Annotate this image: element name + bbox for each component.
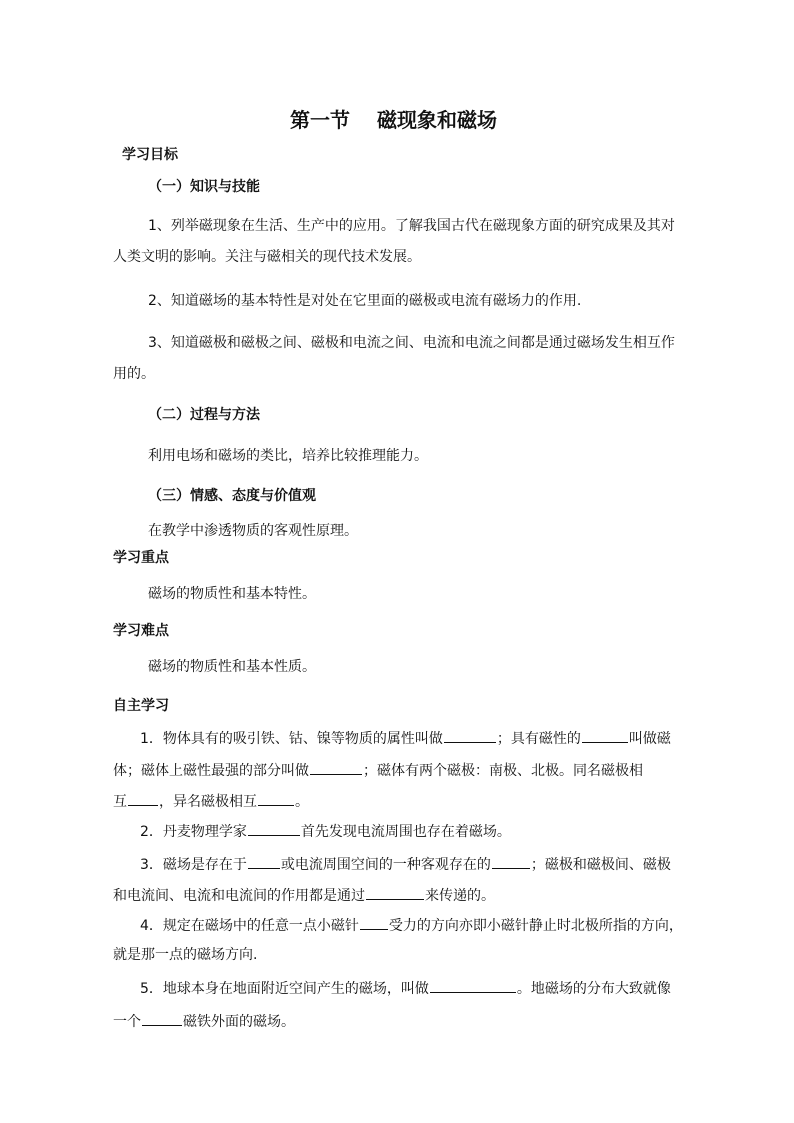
answer-blank[interactable]: [430, 979, 516, 993]
difficulties-heading: 学习难点: [113, 623, 169, 639]
question-text: 3．磁场是存在于: [140, 857, 247, 873]
question-text: 4．规定在磁场中的任意一点小磁针: [140, 918, 359, 934]
question-2: [140, 822, 511, 841]
attitude-text: 在教学中渗透物质的客观性原理。: [148, 523, 358, 539]
question-text: 1．物体具有的吸引铁、钴、镍等物质的属性叫做: [140, 731, 443, 747]
answer-blank[interactable]: [248, 822, 300, 836]
answer-blank[interactable]: [310, 761, 362, 775]
key-points-heading: 学习重点: [113, 550, 169, 566]
answer-blank[interactable]: [492, 855, 530, 869]
question-text: 5．地球本身在地面附近空间产生的磁场，叫做: [140, 981, 429, 997]
question-3-line-1: [140, 855, 671, 874]
objective-2: 2、知道磁场的基本特性是对处在它里面的磁极或电流有磁场力的作用.: [148, 293, 582, 309]
objective-3-line-2: 用的。: [113, 366, 155, 382]
knowledge-heading: （一）知识与技能: [148, 179, 260, 195]
question-text: ；磁体有两个磁极：南极、北极。同名磁极相: [363, 763, 643, 779]
answer-blank[interactable]: [258, 792, 294, 806]
difficulties-text: 磁场的物质性和基本性质。: [148, 659, 316, 675]
question-text: 磁铁外面的磁场。: [183, 1014, 295, 1030]
question-text: ，异名磁极相互: [159, 794, 257, 810]
question-text: 一个: [113, 1014, 141, 1030]
question-text: ；具有磁性的: [496, 731, 581, 747]
answer-blank[interactable]: [444, 729, 496, 743]
key-points-text: 磁场的物质性和基本特性。: [148, 586, 316, 602]
answer-blank[interactable]: [360, 916, 388, 930]
answer-blank[interactable]: [366, 886, 424, 900]
process-text: 利用电场和磁场的类比，培养比较推理能力。: [148, 448, 428, 464]
question-text: 和电流间、电流和电流间的作用都是通过: [113, 888, 365, 904]
question-1-line-1: [140, 729, 671, 748]
objective-1-line-2: 人类文明的影响。关注与磁相关的现代技术发展。: [113, 249, 421, 265]
answer-blank[interactable]: [582, 729, 628, 743]
answer-blank[interactable]: [142, 1012, 182, 1026]
objective-1-line-1: 1、列举磁现象在生活、生产中的应用。了解我国古代在磁现象方面的研究成果及其对: [148, 218, 675, 234]
question-4-line-1: [140, 916, 683, 935]
self-study-heading: 自主学习: [113, 698, 169, 714]
process-heading: （二）过程与方法: [148, 407, 260, 423]
answer-blank[interactable]: [248, 855, 280, 869]
question-text: ；磁极和磁极间、磁极: [530, 857, 671, 873]
question-text: 2．丹麦物理学家: [140, 824, 247, 840]
objectives-heading: 学习目标: [122, 147, 178, 163]
question-text: 。地磁场的分布大致就像: [516, 981, 671, 997]
answer-blank[interactable]: [128, 792, 158, 806]
question-5-line-1: [140, 979, 671, 998]
question-1-line-2: [113, 761, 643, 780]
question-3-line-2: [113, 886, 495, 905]
objective-3-line-1: 3、知道磁极和磁极之间、磁极和电流之间、电流和电流之间都是通过磁场发生相互作: [148, 335, 675, 351]
question-text: 受力的方向亦即小磁针静止时北极所指的方向，: [388, 918, 683, 934]
question-text: 首先发现电流周围也存在着磁场。: [300, 824, 511, 840]
question-1-line-3: [113, 792, 309, 811]
question-5-line-2: [113, 1012, 295, 1031]
question-text: 体；磁体上磁性最强的部分叫做: [113, 763, 309, 779]
question-text: 来传递的。: [425, 888, 495, 904]
question-text: 。: [295, 794, 309, 810]
question-text: 互: [113, 794, 127, 810]
question-text: 或电流周围空间的一种客观存在的: [280, 857, 491, 873]
page-title: 第一节 磁现象和磁场: [290, 108, 497, 132]
attitude-heading: （三）情感、态度与价值观: [148, 488, 316, 504]
question-text: 叫做磁: [628, 731, 671, 747]
question-4-line-2: 就是那一点的磁场方向.: [113, 947, 258, 963]
